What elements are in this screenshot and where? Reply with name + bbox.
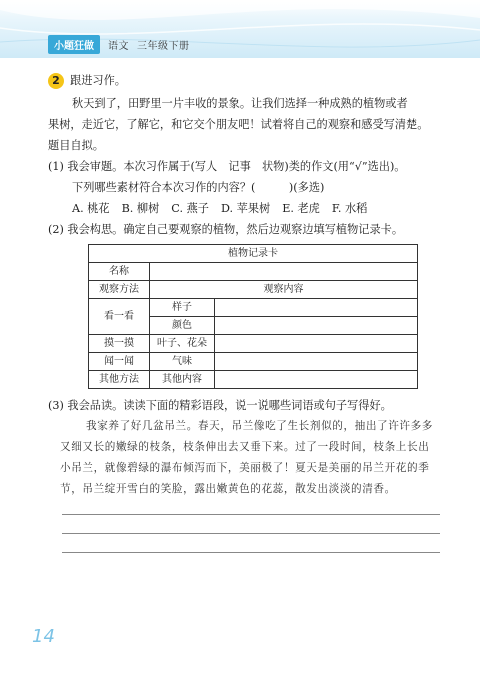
answer-line-3[interactable] [62, 552, 440, 553]
record-card-title: 植物记录卡 [89, 245, 418, 263]
choice-a[interactable]: A. 桃花 [72, 202, 110, 215]
reading-passage: 我家养了好几盆吊兰。春天，吊兰像吃了生长剂似的，抽出了许许多多又细又长的嫩绿的枝条，枝条伸出去又垂下来。过了一段时间，枝条上长出小吊兰，就像碧绿的瀑布倾泻而下，美丽极了！夏天是美丽的吊兰开花的季节，吊兰绽开雪白的笑脸，露出嫩黄色的花蕊，散发出淡淡的清香。 [60, 420, 434, 495]
choice-c[interactable]: C. 燕子 [171, 202, 209, 215]
page-content [48, 70, 438, 553]
item-other: 其他内容 [150, 371, 215, 389]
shape-input-cell[interactable] [215, 299, 418, 317]
sub-question-1-prompt: 下列哪些素材符合本次习作的内容？( )(多选) [72, 181, 325, 194]
sub-question-1: (1) 我会审题。本次习作属于(写人 记事 状物)类的作文(用“√”选出)。 [48, 160, 406, 173]
method-look: 看一看 [89, 299, 150, 335]
intro-line-1: 秋天到了，田野里一片丰收的景象。让我们选择一种成熟的植物或者 [72, 97, 408, 110]
header-row [48, 36, 190, 52]
color-input-cell[interactable] [215, 317, 418, 335]
sub-question-3: (3) 我会品读。读读下面的精彩语段，说一说哪些词语或句子写得好。 [48, 399, 392, 412]
sub-question-2: (2) 我会构思。确定自己要观察的植物，然后边观察边填写植物记录卡。 [48, 223, 404, 236]
smell-input-cell[interactable] [215, 353, 418, 371]
leaf-flower-input-cell[interactable] [215, 335, 418, 353]
method-other: 其他方法 [89, 371, 150, 389]
intro-line-3: 题目自拟。 [48, 139, 104, 152]
row-label-name: 名称 [89, 263, 150, 281]
page-number: 14 [32, 626, 55, 647]
intro-line-2: 果树，走近它，了解它，和它交个朋友吧！试着将自己的观察和感受写清楚。 [48, 118, 429, 131]
row-label-method: 观察方法 [89, 281, 150, 299]
choice-e[interactable]: E. 老虎 [282, 202, 320, 215]
grade-label: 三年级下册 [137, 40, 190, 52]
name-input-cell[interactable] [150, 263, 418, 281]
question-title: 跟进习作。 [70, 74, 126, 87]
series-badge: 小题狂做 [48, 35, 100, 54]
plant-record-card [88, 244, 418, 389]
item-shape: 样子 [150, 299, 215, 317]
item-leaf-flower: 叶子、花朵 [150, 335, 215, 353]
header-band [0, 0, 480, 58]
method-touch: 摸一摸 [89, 335, 150, 353]
question-number-badge: 2 [48, 73, 64, 89]
other-input-cell[interactable] [215, 371, 418, 389]
choice-f[interactable]: F. 水稻 [331, 202, 368, 215]
method-smell: 闻一闻 [89, 353, 150, 371]
choice-b[interactable]: B. 柳树 [121, 202, 160, 215]
column-label-content: 观察内容 [150, 281, 418, 299]
item-color: 颜色 [150, 317, 215, 335]
subject-label: 语文 [108, 40, 129, 52]
item-smell: 气味 [150, 353, 215, 371]
question-heading [48, 70, 438, 91]
choice-list [48, 198, 438, 219]
choice-d[interactable]: D. 苹果树 [220, 202, 271, 215]
